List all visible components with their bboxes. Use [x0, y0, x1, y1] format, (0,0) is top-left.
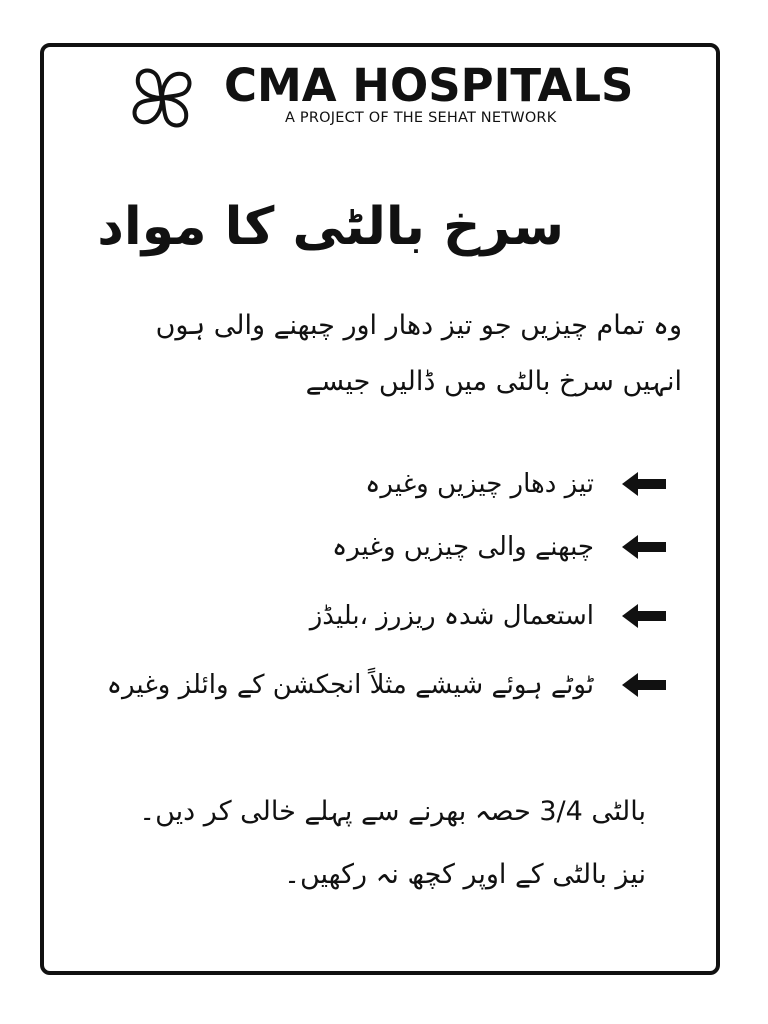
left-arrow-icon [622, 535, 666, 559]
left-arrow-icon [622, 673, 666, 697]
left-arrow-icon [622, 604, 666, 628]
page-title: سرخ بالٹی کا مواد [97, 197, 564, 257]
note-line-1: بالٹی 3/4 حصہ بھرنے سے پہلے خالی کر دیں۔ [139, 796, 646, 827]
brand-tagline: A PROJECT OF THE SEHAT NETWORK [285, 110, 557, 126]
intro-line-2: انہیں سرخ بالٹی میں ڈالیں جیسے [305, 366, 682, 397]
list-item [365, 464, 666, 504]
left-arrow-icon [622, 472, 666, 496]
note-line-2: نیز بالٹی کے اوپر کچھ نہ رکھیں۔ [284, 859, 646, 890]
list-item-text: چبھنے والی چیزیں وغیرہ [331, 532, 594, 562]
brand-name: CMA HOSPITALS [224, 59, 634, 112]
list-item-text: تیز دھار چیزیں وغیرہ [365, 469, 594, 499]
intro-line-1: وہ تمام چیزیں جو تیز دھار اور چبھنے والی ہوں [155, 310, 682, 341]
list-item-text: استعمال شدہ ریزرز ،بلیڈز [309, 601, 594, 631]
hospital-logo-icon [126, 62, 198, 134]
list-item [310, 596, 666, 636]
poster-frame [40, 43, 720, 975]
list-item [107, 665, 666, 705]
list-item [332, 527, 666, 567]
list-item-text: ٹوٹے ہوئے شیشے مثلاً انجکشن کے وائلز وغیرہ [106, 670, 594, 700]
